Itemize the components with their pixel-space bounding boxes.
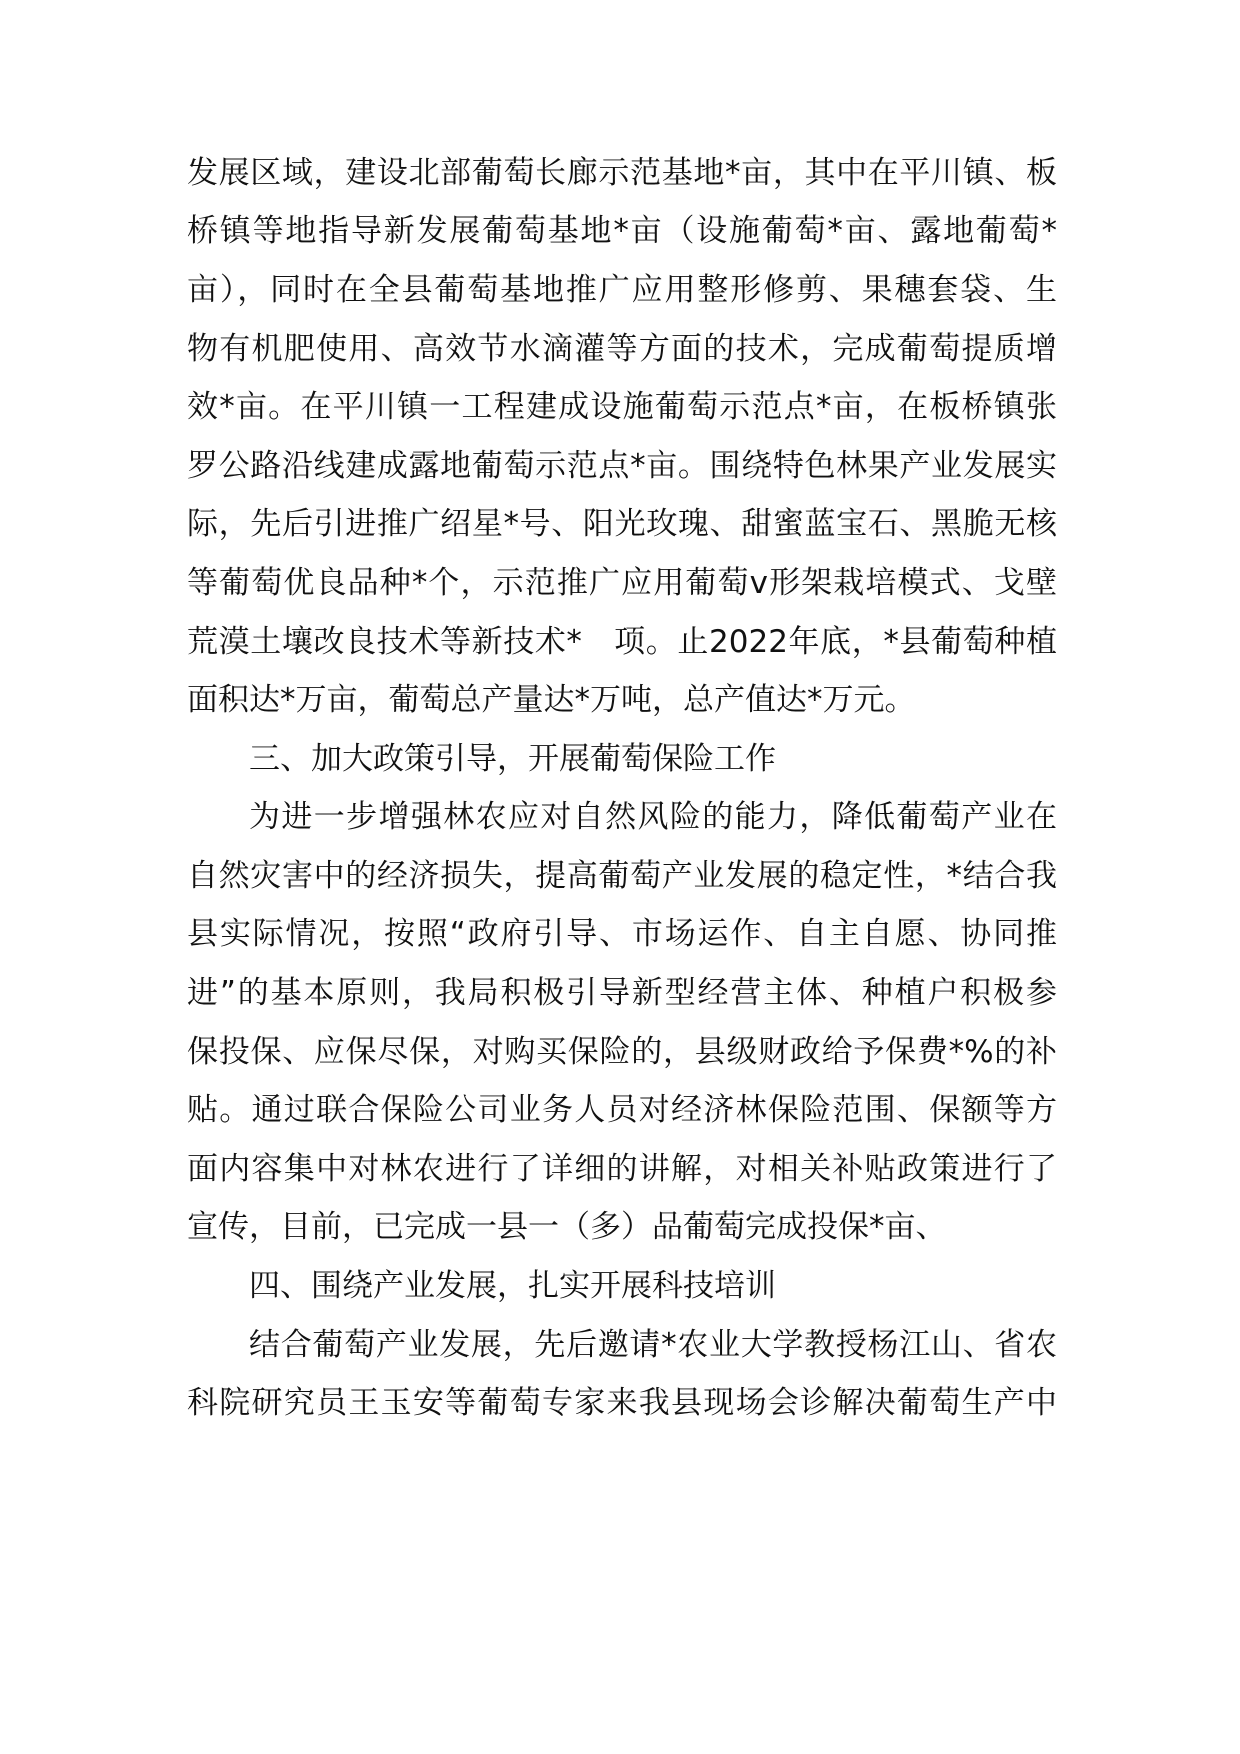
- section-heading: 三、加大政策引导，开展葡萄保险工作: [249, 741, 776, 777]
- text-line: 桥镇等地指导新发展葡萄基地*亩（设施葡萄*亩、露地葡萄*: [187, 213, 1057, 249]
- text-line: 县实际情况，按照“政府引导、市场运作、自主自愿、协同推: [187, 916, 1057, 952]
- text-line: 面内容集中对林农进行了详细的讲解，对相关补贴政策进行了: [187, 1151, 1057, 1187]
- text-line: 效*亩。在平川镇一工程建成设施葡萄示范点*亩，在板桥镇张: [187, 389, 1057, 425]
- text-line: 面积达*万亩，葡萄总产量达*万吨，总产值达*万元。: [187, 682, 916, 718]
- text-line: 自然灾害中的经济损失，提高葡萄产业发展的稳定性，*结合我: [187, 858, 1057, 894]
- text-line: 宣传，目前，已完成一县一（多）品葡萄完成投保*亩、: [187, 1209, 947, 1245]
- text-line: 亩），同时在全县葡萄基地推广应用整形修剪、果穗套袋、生: [187, 272, 1057, 308]
- text-line: 际，先后引进推广绍星*号、阳光玫瑰、甜蜜蓝宝石、黑脆无核: [187, 506, 1057, 542]
- text-line: 贴。通过联合保险公司业务人员对经济林保险范围、保额等方: [187, 1092, 1057, 1128]
- text-line: 进”的基本原则，我局积极引导新型经营主体、种植户积极参: [187, 975, 1057, 1011]
- text-line: 为进一步增强林农应对自然风险的能力，降低葡萄产业在: [249, 799, 1057, 835]
- text-line: 物有机肥使用、高效节水滴灌等方面的技术，完成葡萄提质增: [187, 331, 1057, 367]
- text-line: 等葡萄优良品种*个，示范推广应用葡萄v形架栽培模式、戈壁: [187, 565, 1057, 601]
- text-line: 科院研究员王玉安等葡萄专家来我县现场会诊解决葡萄生产中: [187, 1385, 1057, 1421]
- text-line: 罗公路沿线建成露地葡萄示范点*亩。围绕特色林果产业发展实: [187, 448, 1057, 484]
- text-line: 荒漠土壤改良技术等新技术* 项。止2022年底，*县葡萄种植: [187, 624, 1057, 660]
- text-line: 结合葡萄产业发展，先后邀请*农业大学教授杨江山、省农: [249, 1327, 1057, 1363]
- text-line: 发展区域，建设北部葡萄长廊示范基地*亩，其中在平川镇、板: [187, 155, 1057, 191]
- section-heading: 四、围绕产业发展，扎实开展科技培训: [249, 1268, 776, 1304]
- text-line: 保投保、应保尽保，对购买保险的，县级财政给予保费*%的补: [187, 1034, 1057, 1070]
